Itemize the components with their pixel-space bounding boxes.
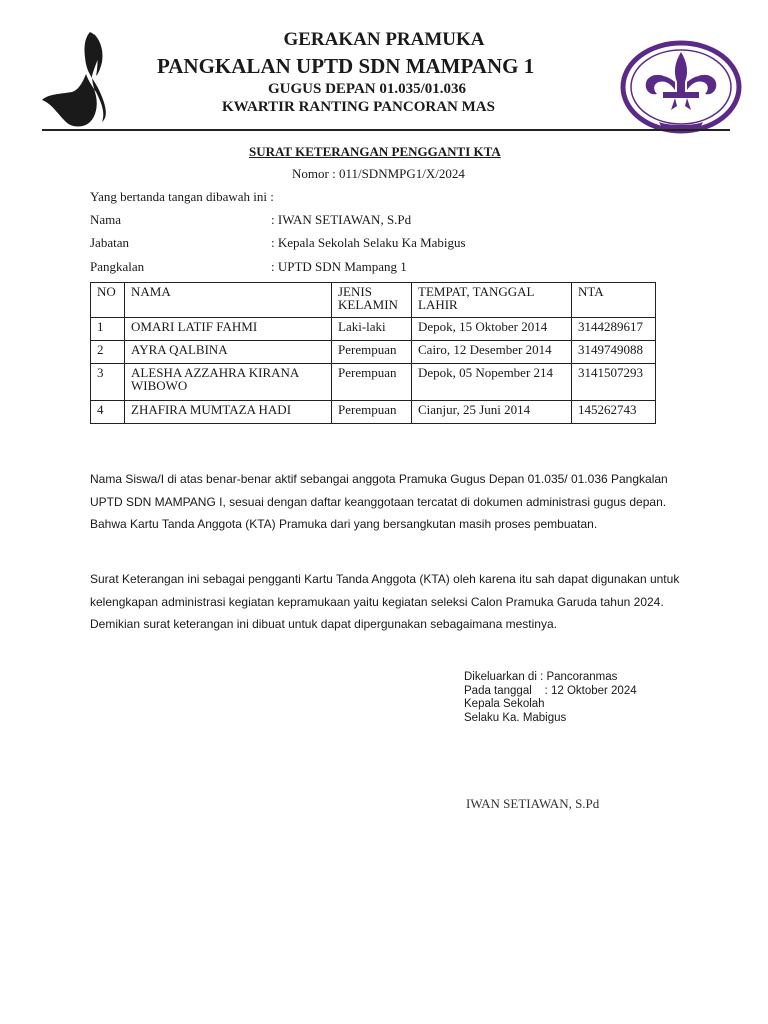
header-organization: GERAKAN PRAMUKA bbox=[283, 29, 485, 50]
field-value-pangkalan: : UPTD SDN Mampang 1 bbox=[271, 259, 407, 274]
cell-jenis-kelamin: Perempuan bbox=[332, 364, 412, 401]
cell-no: 4 bbox=[91, 401, 125, 424]
fleur-de-lis-emblem-icon bbox=[619, 38, 743, 136]
table-row bbox=[91, 341, 656, 364]
letter-title: SURAT KETERANGAN PENGGANTI KTA bbox=[249, 144, 501, 159]
cell-nta: 3149749088 bbox=[572, 341, 656, 364]
header-gugus-depan: GUGUS DEPAN 01.035/01.036 bbox=[268, 81, 467, 97]
signature-role-2: Selaku Ka. Mabigus bbox=[464, 711, 567, 724]
cell-nta: 145262743 bbox=[572, 401, 656, 424]
cell-ttl: Cianjur, 25 Juni 2014 bbox=[412, 401, 572, 424]
signature-block bbox=[464, 671, 637, 725]
letter-intro: Yang bertanda tangan dibawah ini : bbox=[90, 189, 274, 204]
table-row bbox=[91, 318, 656, 341]
cell-ttl: Depok, 15 Oktober 2014 bbox=[412, 318, 572, 341]
cell-nta: 3144289617 bbox=[572, 318, 656, 341]
signature-date: Pada tanggal : 12 Oktober 2024 bbox=[464, 684, 637, 697]
header-pangkalan: PANGKALAN UPTD SDN MAMPANG 1 bbox=[157, 54, 535, 78]
cell-jenis-kelamin: Perempuan bbox=[332, 341, 412, 364]
cell-jenis-kelamin: Laki-laki bbox=[332, 318, 412, 341]
header-divider bbox=[42, 129, 730, 131]
letter-number: Nomor : 011/SDNMPG1/X/2024 bbox=[292, 166, 465, 181]
header-nta: NTA bbox=[572, 283, 656, 318]
cell-ttl: Cairo, 12 Desember 2014 bbox=[412, 341, 572, 364]
header-ttl: TEMPAT, TANGGAL LAHIR bbox=[412, 283, 572, 318]
signatory-name: IWAN SETIAWAN, S.Pd bbox=[466, 796, 600, 811]
paragraph-statement: Surat Keterangan ini sebagai pengganti Kartu Tanda Anggota (KTA) oleh karena itu sah dapat digunakan untuk kelengkapan administrasi kegiatan kepramukaan yaitu kegiatan seleksi Calon Pramuka Garuda tahun 2024. Demikian surat keterangan ini dibuat untuk dapat dipergunakan sebagaimana mestinya. bbox=[90, 572, 680, 631]
header-jenis-kelamin: JENIS KELAMIN bbox=[332, 283, 412, 318]
header-kwartir: KWARTIR RANTING PANCORAN MAS bbox=[222, 99, 495, 115]
table-row bbox=[91, 364, 656, 401]
signature-role-1: Kepala Sekolah bbox=[464, 698, 545, 710]
cell-no: 3 bbox=[91, 364, 125, 401]
field-label-nama: Nama bbox=[90, 212, 122, 227]
signature-place: Dikeluarkan di : Pancoranmas bbox=[464, 671, 618, 683]
field-label-jabatan: Jabatan bbox=[90, 235, 129, 250]
field-value-nama: : IWAN SETIAWAN, S.Pd bbox=[271, 212, 412, 227]
header-nama: NAMA bbox=[125, 283, 332, 318]
cell-no: 1 bbox=[91, 318, 125, 341]
cell-nta: 3141507293 bbox=[572, 364, 656, 401]
table-row bbox=[91, 401, 656, 424]
cell-ttl: Depok, 05 Nopember 214 bbox=[412, 364, 572, 401]
paragraph-membership: Nama Siswa/I di atas benar-benar aktif sebangai anggota Pramuka Gugus Depan 01.035/ 01.036 Pangkalan UPTD SDN MAMPANG I, sesuai dengan daftar keanggotaan tercatat di dokumen administrasi gugus depan. Bahwa Kartu Tanda Anggota (KTA) Pramuka dari yang bersangkutan masih proses pembuatan. bbox=[90, 472, 668, 531]
cell-nama: ZHAFIRA MUMTAZA HADI bbox=[125, 401, 332, 424]
members-table bbox=[90, 282, 656, 424]
field-value-jabatan: : Kepala Sekolah Selaku Ka Mabigus bbox=[271, 235, 466, 250]
cell-jenis-kelamin: Perempuan bbox=[332, 401, 412, 424]
cell-no: 2 bbox=[91, 341, 125, 364]
header-no: NO bbox=[91, 283, 125, 318]
cell-nama: AYRA QALBINA bbox=[125, 341, 332, 364]
field-label-pangkalan: Pangkalan bbox=[90, 259, 145, 274]
cell-nama: ALESHA AZZAHRA KIRANA WIBOWO bbox=[125, 364, 332, 401]
cell-nama: OMARI LATIF FAHMI bbox=[125, 318, 332, 341]
table-header-row bbox=[91, 283, 656, 318]
